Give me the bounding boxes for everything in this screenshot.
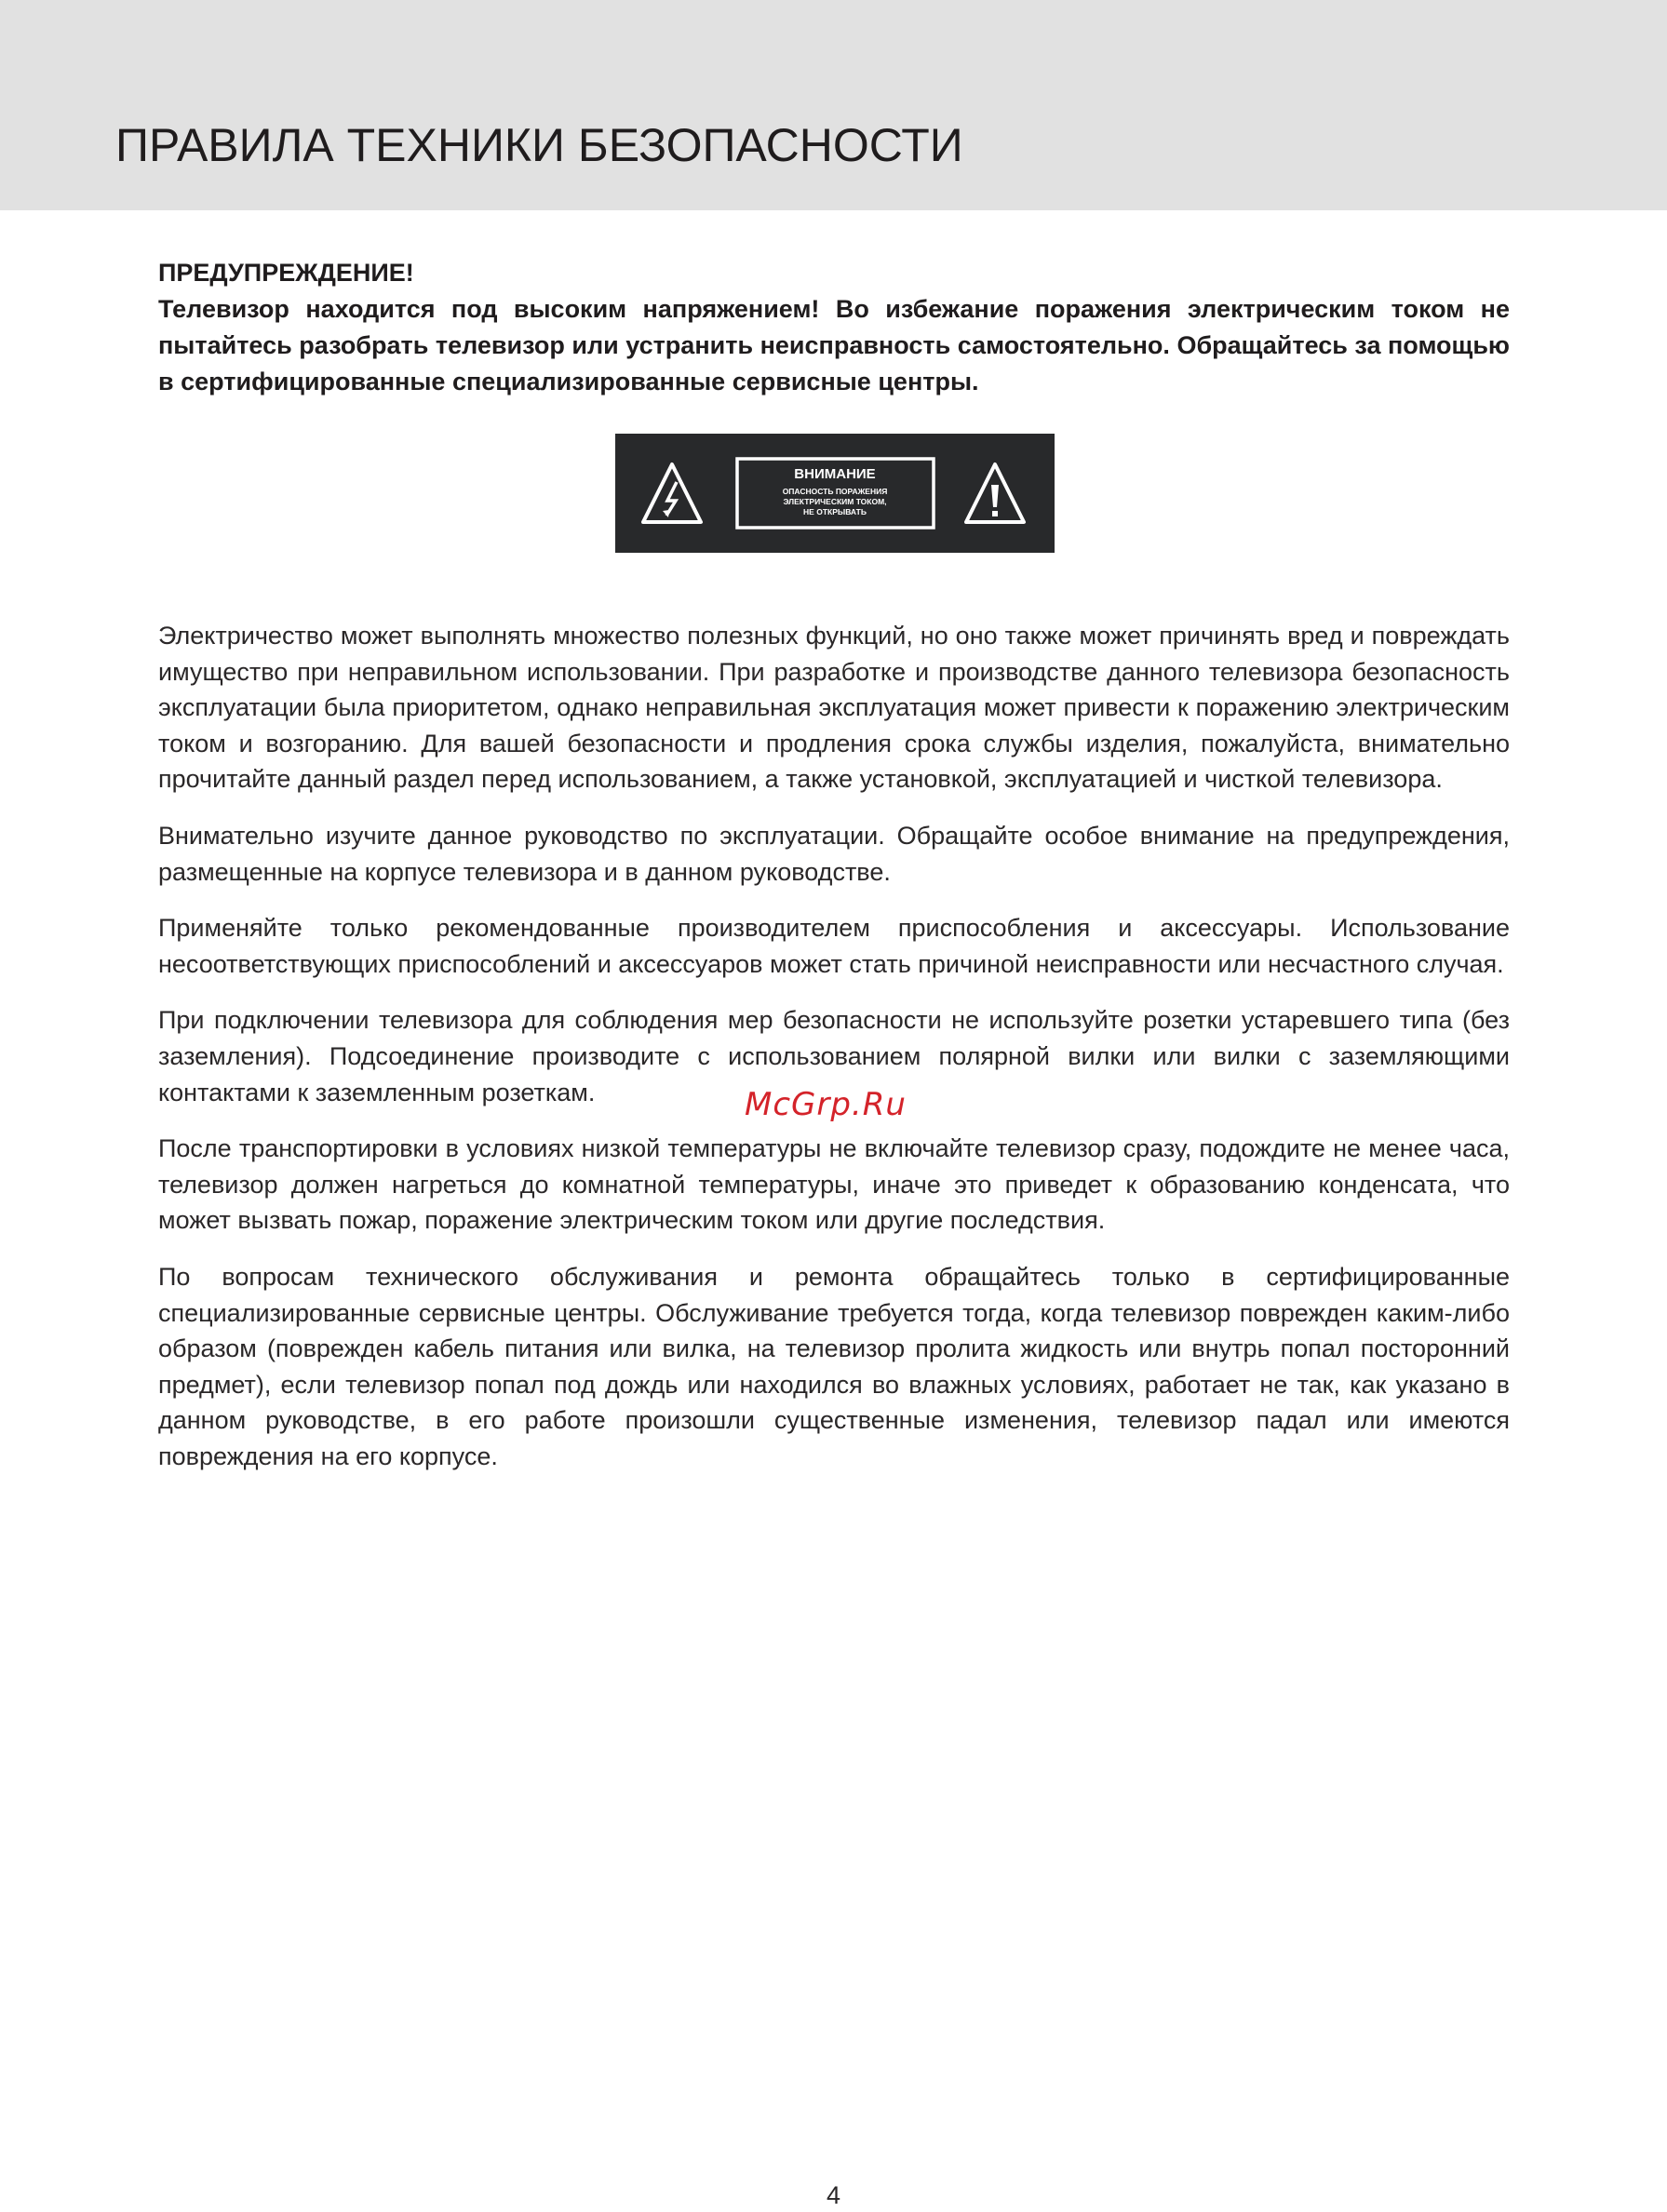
caution-label-graphic [615,434,1055,553]
watermark: McGrp.Ru [745,1086,907,1123]
caution-label-title: ВНИМАНИЕ [794,466,876,482]
exclamation-warning-icon [966,464,1024,522]
paragraph-grounding: При подключении телевизора для соблюдения мер безопасности не используйте розетки устаревшего типа (без заземления). Подсоединение производите с использованием полярной вилки или вилки с заземляющими контактами к заземленным розеткам. [158,1006,1510,1106]
caution-label-line-3: НЕ ОТКРЫВАТЬ [803,507,867,516]
paragraph-electricity: Электричество может выполнять множество полезных функций, но оно также может причинять вред и повреждать имущество при неправильном использовании. При разработке и производстве данного телевизора безопасность эксплуатации была приоритетом, однако неправильная эксплуатация может привести к поражению электрическим током и возгоранию. Для вашей безопасности и продления срока службы изделия, пожалуйста, внимательно прочитайте данный раздел перед использованием, а также установкой, эксплуатацией и чисткой телевизора. [158,622,1510,794]
paragraph-accessories: Применяйте только рекомендованные производителем приспособления и аксессуары. Использование несоответствующих приспособлений и аксессуаров может стать причиной неисправности или несчастного случая. [158,914,1510,978]
page-title: ПРАВИЛА ТЕХНИКИ БЕЗОПАСНОСТИ [115,119,963,171]
paragraph-service: По вопросам технического обслуживания и ремонта обращайтесь только в сертифицированные специализированные сервисные центры. Обслуживание требуется тогда, когда телевизор поврежден каким-либо образом (поврежден кабель питания или вилка, на телевизор пролита жидкость или внутрь попал посторонний предмет), если телевизор попал под дождь или находился во влажных условиях, работает не так, как указано в данном руководстве, в его работе произошли существенные изменения, телевизор падал или имеются повреждения на его корпусе. [158,1262,1510,1470]
electric-shock-warning-icon [643,464,701,522]
warning-heading: ПРЕДУПРЕЖДЕНИЕ! [158,259,414,287]
paragraph-transport: После транспортировки в условиях низкой температуры не включайте телевизор сразу, подождите не менее часа, телевизор должен нагреться до комнатной температуры, иначе это приведет к образованию конденсата, что может вызвать пожар, поражение электрическим током или другие последствия. [158,1134,1510,1235]
page-number: 4 [826,2181,841,2209]
header-band [0,0,1667,210]
caution-label-line-1: ОПАСНОСТЬ ПОРАЖЕНИЯ [782,487,888,496]
caution-label-line-2: ЭЛЕКТРИЧЕСКИМ ТОКОМ, [783,497,887,506]
warning-block [158,255,1510,400]
warning-text: Телевизор находится под высоким напряжением! Во избежание поражения электрическим током не пытайтесь разобрать телевизор или устранить неисправность самостоятельно. Обращайтесь за помощью в сертифицированные специализированные сервисные центры. [158,295,1510,395]
paragraph-manual: Внимательно изучите данное руководство по эксплуатации. Обращайте особое внимание на предупреждения, размещенные на корпусе телевизора и в данном руководстве. [158,821,1510,886]
body-text [158,618,1510,1495]
caution-label-image [615,434,1055,553]
